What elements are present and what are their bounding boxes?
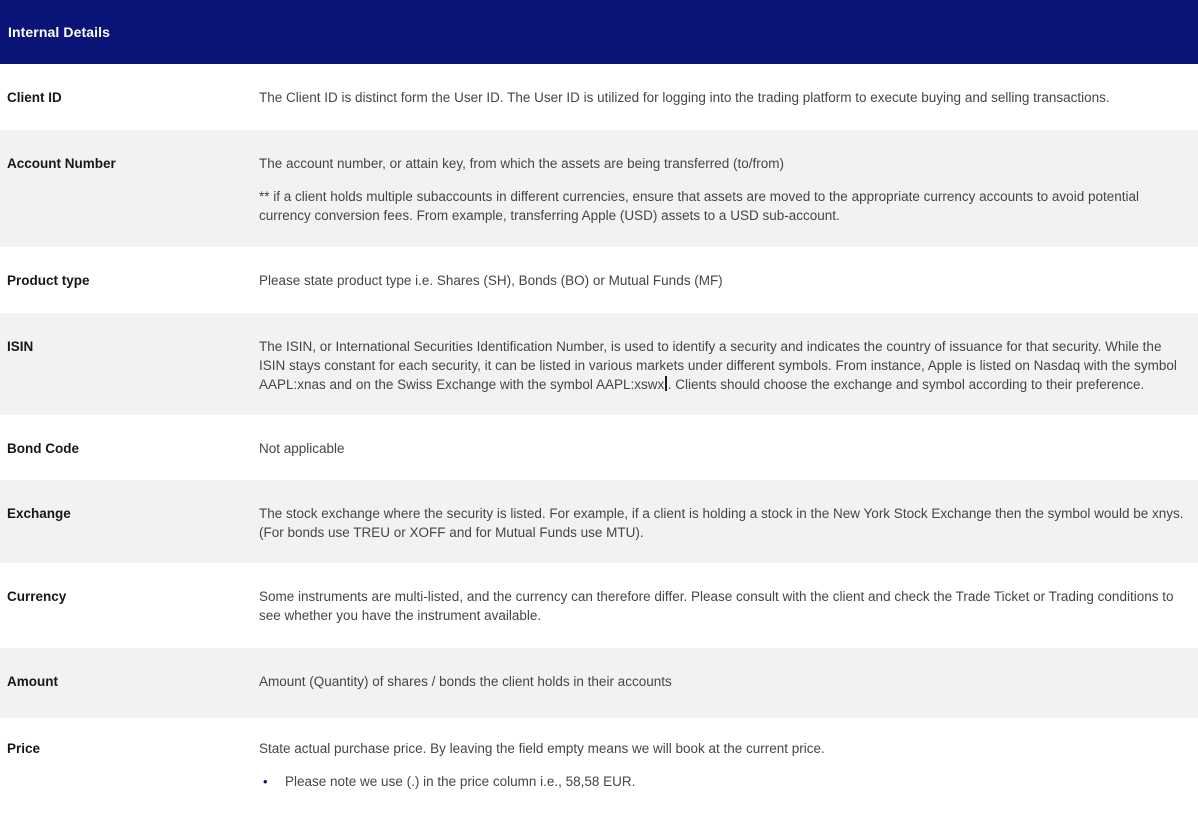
description-paragraph xyxy=(259,337,1186,394)
description-paragraph: The Client ID is distinct form the User ID. The User ID is utilized for logging into the trading platform to execute buying and selling transactions. xyxy=(259,90,1110,105)
row-account-number xyxy=(0,130,1198,247)
row-label: Currency xyxy=(7,589,67,604)
row-description xyxy=(259,415,1198,480)
row-description xyxy=(259,64,1198,130)
row-product-type xyxy=(0,247,1198,313)
description-paragraph: Please state product type i.e. Shares (SH), Bonds (BO) or Mutual Funds (MF) xyxy=(259,273,723,288)
row-label: Client ID xyxy=(7,90,62,105)
isin-text-after-cursor: . Clients should choose the exchange and symbol according to their preference. xyxy=(667,377,1145,392)
bullet-icon: • xyxy=(263,774,268,789)
row-description xyxy=(259,480,1198,563)
row-description xyxy=(259,247,1198,313)
row-client-id xyxy=(0,64,1198,130)
isin-text-before-cursor: The ISIN, or International Securities Identification Number, is used to identify a security and indicates the country of issuance for that security. While the ISIN stays constant for each security, it can be listed in various markets under different symbols. From instance, Apple is listed on Nasdaq with the symbol AAPL:xnas and on the Swiss Exchange with the symbol AAPL:xswx xyxy=(259,339,1177,392)
row-description xyxy=(259,648,1198,718)
row-description xyxy=(259,130,1198,247)
description-paragraph: Some instruments are multi-listed, and the currency can therefore differ. Please consult with the client and check the Trade Ticket or Trading conditions to see whether you have the instrument available. xyxy=(259,589,1174,623)
row-amount xyxy=(0,648,1198,718)
row-bond-code xyxy=(0,415,1198,480)
bullet-list-item xyxy=(259,772,1186,791)
row-isin xyxy=(0,313,1198,415)
description-paragraph: The stock exchange where the security is listed. For example, if a client is holding a stock in the New York Stock Exchange then the symbol would be xnys. (For bonds use TREU or XOFF and for Mutual Funds use MTU). xyxy=(259,506,1184,540)
row-label: Amount xyxy=(7,674,58,689)
description-paragraph: State actual purchase price. By leaving the field empty means we will book at the current price. xyxy=(259,741,825,756)
row-label: Product type xyxy=(7,273,90,288)
row-description-editing[interactable] xyxy=(259,313,1198,415)
description-paragraph: Not applicable xyxy=(259,441,345,456)
row-currency xyxy=(0,563,1198,648)
table-header-row xyxy=(0,0,1198,64)
row-label: ISIN xyxy=(7,339,34,354)
description-paragraph: ** if a client holds multiple subaccounts in different currencies, ensure that assets are moved to the appropriate currency accounts to avoid potential currency conversion fees. From example, transferring Apple (USD) assets to a USD sub-account. xyxy=(259,189,1139,223)
row-label: Bond Code xyxy=(7,441,79,456)
row-description xyxy=(259,563,1198,648)
description-paragraph: The account number, or attain key, from which the assets are being transferred (to/from) xyxy=(259,156,784,171)
bullet-text: Please note we use (.) in the price column i.e., 58,58 EUR. xyxy=(285,774,636,789)
row-label: Account Number xyxy=(7,156,116,171)
table-title: Internal Details xyxy=(8,24,110,40)
row-label: Exchange xyxy=(7,506,71,521)
description-paragraph: Amount (Quantity) of shares / bonds the client holds in their accounts xyxy=(259,674,672,689)
row-label: Price xyxy=(7,741,41,756)
text-cursor xyxy=(665,376,667,391)
row-exchange xyxy=(0,480,1198,563)
